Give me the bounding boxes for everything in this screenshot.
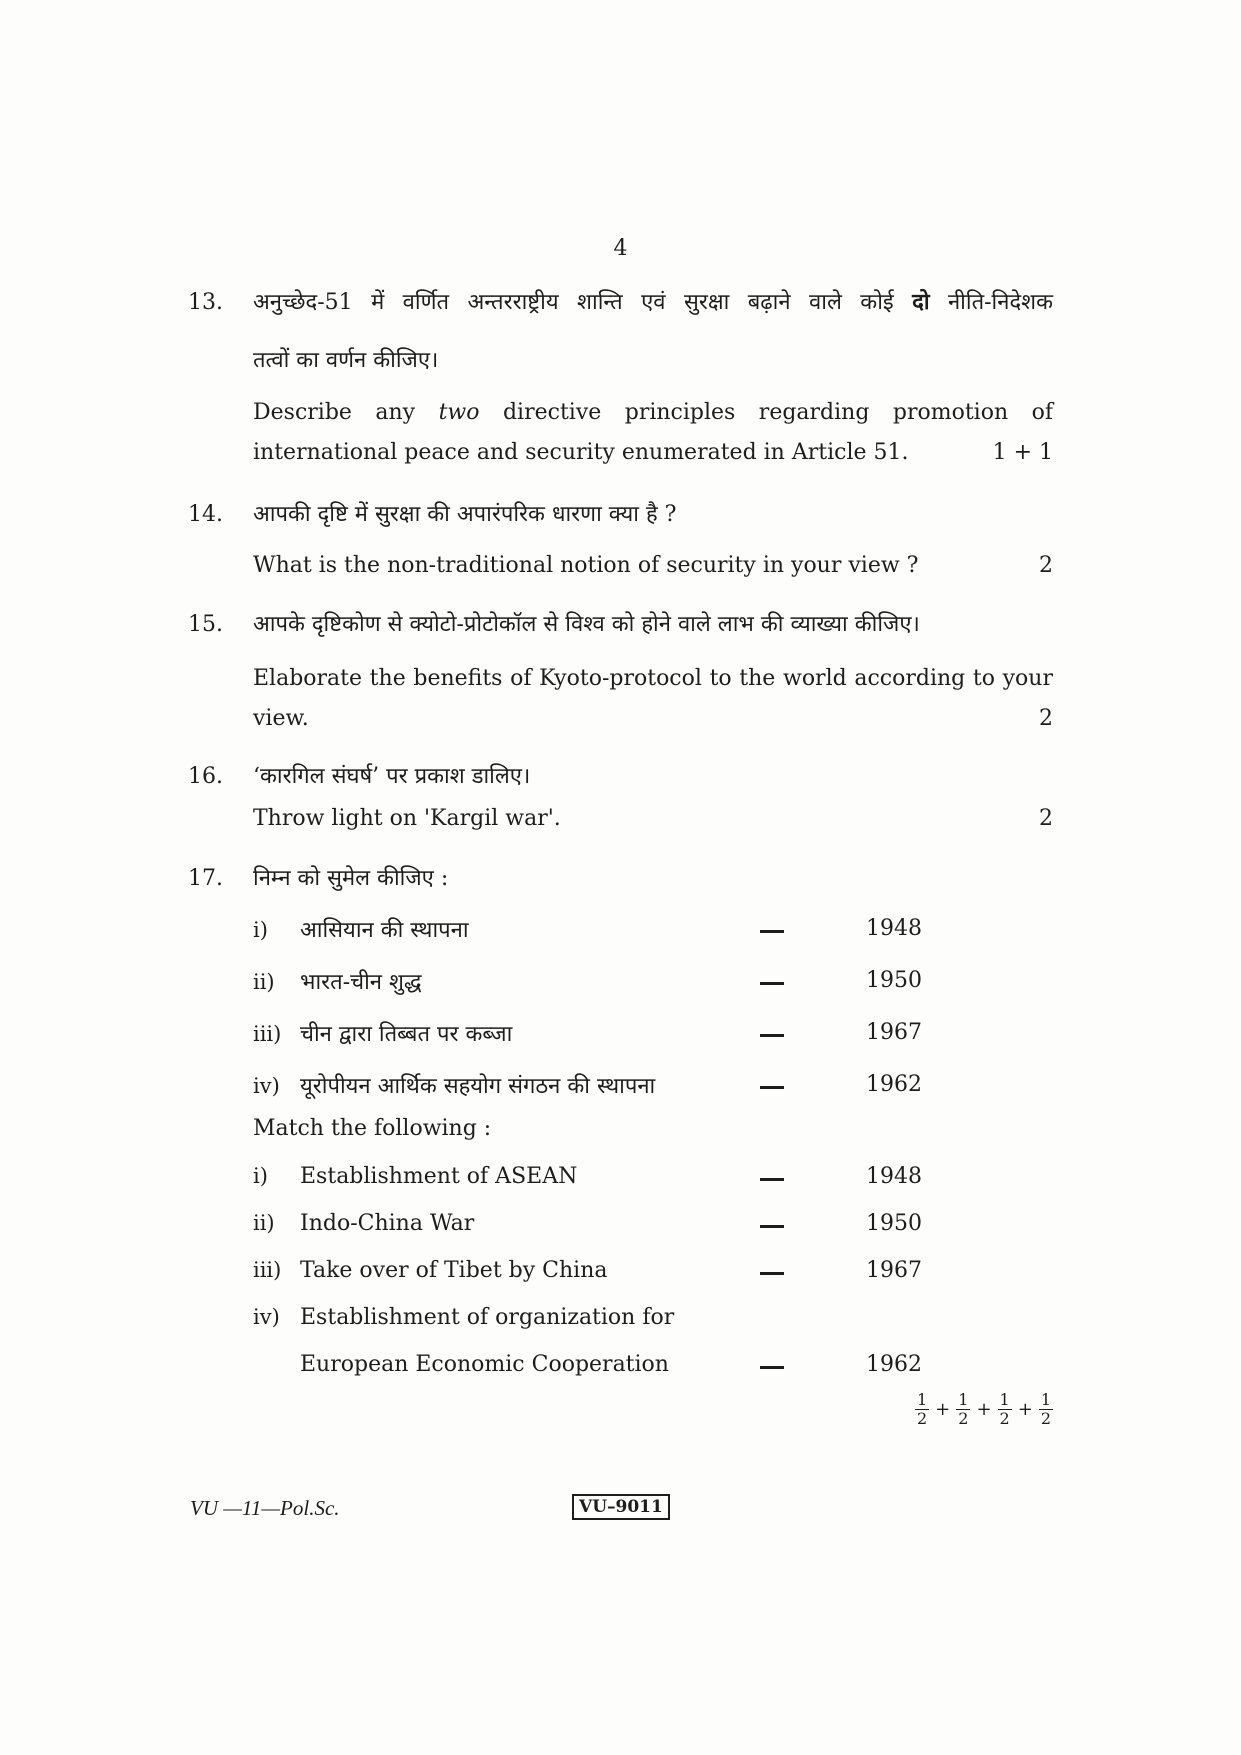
hindi-item-3-numeral: iii): [253, 1022, 282, 1046]
question-14-number: 14.: [188, 502, 223, 527]
q13-hindi-post: नीति-निदेशक: [929, 290, 1053, 315]
hindi-item-1-numeral: i): [253, 918, 268, 942]
hindi-item-3-year: 1967: [866, 1020, 922, 1045]
question-13-english-line1: [253, 400, 1053, 425]
question-17-english: Match the following :: [253, 1116, 492, 1141]
question-16-english: Throw light on 'Kargil war'.: [253, 806, 561, 831]
question-17-hindi: निम्न को सुमेल कीजिए :: [253, 866, 449, 891]
english-item-3-numeral: iii): [253, 1258, 282, 1282]
question-14-english: What is the non-traditional notion of security in your view ?: [253, 553, 919, 578]
hindi-item-4-text: यूरोपीयन आर्थिक सहयोग संगठन की स्थापना: [300, 1074, 656, 1099]
hindi-item-1-year: 1948: [866, 916, 922, 941]
question-14-marks: 2: [1039, 553, 1053, 578]
question-13-hindi-line1: [253, 286, 1053, 316]
plus-sign: +: [976, 1399, 992, 1420]
english-item-2-dash: [760, 1225, 784, 1228]
english-item-1-year: 1948: [866, 1164, 922, 1189]
english-item-4-text2: European Economic Cooperation: [300, 1352, 669, 1377]
question-16-marks: 2: [1039, 806, 1053, 831]
q13-english-post: directive principles regarding promotion of: [479, 400, 1053, 425]
english-item-3-text: Take over of Tibet by China: [300, 1258, 608, 1283]
english-item-3-year: 1967: [866, 1258, 922, 1283]
question-16-number: 16.: [188, 764, 223, 789]
q13-hindi-pre: अनुच्छेद-51 में वर्णित अन्तरराष्ट्रीय शान्ति एवं सुरक्षा बढ़ाने वाले कोई: [253, 290, 913, 315]
question-17-number: 17.: [188, 866, 223, 891]
question-15-english-line1: Elaborate the benefits of Kyoto-protocol to the world according to your: [253, 666, 1053, 691]
question-13-hindi-line2: तत्वों का वर्णन कीजिए।: [253, 348, 439, 373]
question-16-hindi: ‘कारगिल संघर्ष’ पर प्रकाश डालिए।: [253, 764, 531, 789]
page-number: 4: [613, 236, 628, 261]
fraction-half-4: $\frac{1}{2}$: [1040, 1390, 1051, 1428]
hindi-item-2-dash: [760, 982, 784, 985]
q13-english-pre: Describe any: [253, 400, 439, 425]
hindi-item-4-year: 1962: [866, 1072, 922, 1097]
question-13-marks: 1 + 1: [992, 440, 1053, 465]
hindi-item-2-numeral: ii): [253, 970, 275, 994]
hindi-item-1-dash: [760, 930, 784, 933]
english-item-1-numeral: i): [253, 1164, 268, 1188]
english-item-2-year: 1950: [866, 1211, 922, 1236]
footer-booklet-code: VU–9011: [572, 1494, 670, 1520]
question-15-english-line2: view.: [253, 706, 309, 731]
hindi-item-2-text: भारत-चीन शुद्ध: [300, 970, 422, 995]
plus-sign: +: [1017, 1399, 1033, 1420]
question-15-marks: 2: [1039, 706, 1053, 731]
question-14-hindi: आपकी दृष्टि में सुरक्षा की अपारंपरिक धारणा क्या है ?: [253, 502, 677, 527]
english-item-1-text: Establishment of ASEAN: [300, 1164, 578, 1189]
footer-paper-code: VU —11—Pol.Sc.: [190, 1496, 340, 1520]
hindi-item-2-year: 1950: [866, 968, 922, 993]
hindi-item-1-text: आसियान की स्थापना: [300, 918, 469, 943]
question-15-hindi: आपके दृष्टिकोण से क्योटो-प्रोटोकॉल से विश्व को होने वाले लाभ की व्याख्या कीजिए।: [253, 612, 920, 637]
english-item-1-dash: [760, 1178, 784, 1181]
english-item-4-text: Establishment of organization for: [300, 1305, 675, 1330]
q13-hindi-bold: दो: [912, 289, 930, 315]
question-17-marks: [915, 1392, 1053, 1427]
english-item-2-numeral: ii): [253, 1211, 275, 1235]
fraction-half-2: $\frac{1}{2}$: [958, 1390, 969, 1428]
hindi-item-3-text: चीन द्वारा तिब्बत पर कब्जा: [300, 1022, 513, 1047]
fraction-half-1: $\frac{1}{2}$: [916, 1390, 928, 1428]
english-item-3-dash: [760, 1272, 784, 1275]
english-item-4-dash: [760, 1366, 784, 1369]
english-item-4-numeral: iv): [253, 1305, 280, 1329]
question-15-number: 15.: [188, 612, 223, 637]
hindi-item-4-dash: [760, 1086, 784, 1089]
question-13-english-line2: international peace and security enumerated in Article 51.: [253, 440, 909, 465]
hindi-item-4-numeral: iv): [253, 1074, 280, 1098]
english-item-4-year: 1962: [866, 1352, 922, 1377]
fraction-half-3: $\frac{1}{2}$: [999, 1390, 1010, 1428]
q13-english-italic: two: [438, 400, 480, 425]
hindi-item-3-dash: [760, 1034, 784, 1037]
plus-sign: +: [935, 1399, 951, 1420]
english-item-2-text: Indo-China War: [300, 1211, 475, 1236]
question-13-number: 13.: [188, 290, 223, 315]
